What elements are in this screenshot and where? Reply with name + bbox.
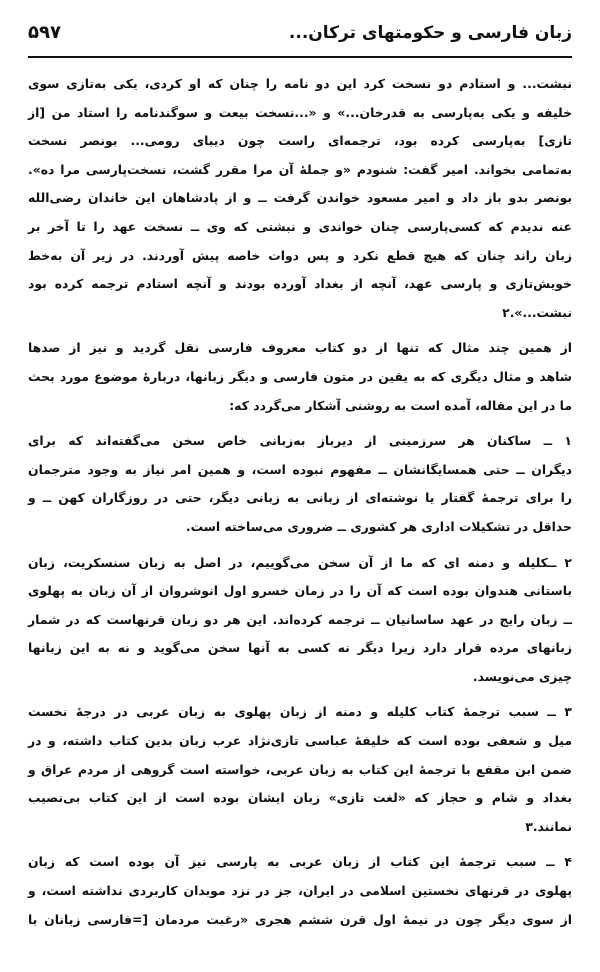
paragraph-point-2 <box>28 549 572 692</box>
text-line: باستانی هندوان بوده است که آن را در زمان خسرو اول انوشروان از آن زبان به پهلوی <box>28 583 572 599</box>
text-line: ما در این مقاله، آمده است به روشنی آشکار می‌گردد که: <box>229 397 572 413</box>
text-line: بغداد و شام و حجاز که «لغت تازی» زبان ایشان بوده است از این کتاب بی‌نصیب <box>28 790 572 806</box>
text-line: حداقل در تشکیلات اداری هر کشوری ــ ضروری می‌ساخته است. <box>185 518 572 534</box>
text-line: بونصر بدو باز داد و امیر مسعود خواندن گرفت ــ و از پادشاهان این خاندان رضی‌الله <box>28 190 572 206</box>
text-line: ۲ ــکلیله و دمنه ای که ما از آن سخن می‌گوییم، در اصل به زبان سنسکریت، زبان <box>28 554 572 570</box>
text-line: میل و شعفی بوده است که خلیفهٔ عباسی تازی‌نژاد عرب زبان بدین کتاب داشته، و در <box>28 733 572 749</box>
paragraph-point-1 <box>28 427 572 541</box>
text-line: ۳ ــ سبب ترجمهٔ کتاب کلیله و دمنه از زبان پهلوی به زبان عربی در درجهٔ نخست <box>28 704 572 720</box>
paragraph-intro <box>28 334 572 420</box>
paragraph-point-3 <box>28 698 572 841</box>
text-line: خلیفه و یکی به‌پارسی به قدرخان...» و «...نسخت بیعت و سوگندنامه را استاد من [از <box>28 104 572 120</box>
text-line: ضمن ابن مقفع با ترجمهٔ این کتاب به زبان عربی، خواسته است گروهی از مردم عراق و <box>28 761 572 777</box>
text-line: ۱ ــ ساکنان هر سرزمینی از دیرباز به‌زبانی خاص سخن می‌گفته‌اند که برای <box>28 433 572 449</box>
text-line: نبشت... و استادم دو نسخت کرد این دو نامه را چنان که او کردی، یکی به‌تازی سوی <box>28 76 572 91</box>
text-line: خویش‌تازی و پارسی عهد، آنچه از بغداد آورده بودند و آنچه استادم ترجمه کرده بود <box>28 276 572 292</box>
text-line: شاهد و مثال دیگری که به یقین در متون فارسی و دیگر زبانها، دربارهٔ موضوع مورد بحث <box>28 368 572 384</box>
paragraph-point-4 <box>28 848 572 934</box>
text-line: به‌تمامی بخواند. امیر گفت: شنودم «و جملهٔ آن مرا مقرر گشت، نسخت‌پارسی مرا ده». <box>28 161 572 177</box>
text-line: زبانهای مرده قرار دارد زیرا دیگر نه کسی به آنها سخن می‌گوید و نه به این زبانها <box>28 640 572 656</box>
text-line: ــ زبان رایج در عهد ساسانیان ــ ترجمه کرده‌اند. این هر دو زبان قرنهاست که در شمار <box>28 611 572 627</box>
text-line: نمانند.۳ <box>525 818 572 834</box>
paragraph-quotation <box>28 70 572 327</box>
text-line: از سوی دیگر چون در نیمهٔ اول قرن ششم هجری «رغبت مردمان [=فارسی زبانان با <box>28 911 572 927</box>
text-line: از همین چند مثال که تنها از دو کتاب معروف فارسی نقل گردید و نیز از صدها <box>28 340 572 356</box>
page-number: ۵۹۷ <box>28 22 61 43</box>
text-line: را برای ترجمهٔ گفتار یا نوشته‌ای از زبانی به زبانی دیگر، حتی در روزگاران کهن ــ و <box>28 490 572 506</box>
text-line: نبشت...».۲ <box>502 304 572 320</box>
text-line: پهلوی در قرنهای نخستین اسلامی در ایران، جز در نزد موبدان کاربردی نداشته است، و <box>28 883 572 899</box>
text-line: دیگران ــ حتی همسایگانشان ــ مفهوم نبوده است، و همین امر نیاز به وجود مترجمان <box>28 461 572 477</box>
text-line: ۴ ــ سبب ترجمهٔ این کتاب از زبان عربی به پارسی نیز آن بوده است که زبان <box>28 854 572 870</box>
text-line: عنه ندیدم که کسی‌پارسی چنان خواندی و نبشتی که وی ــ نسخت عهد را تا آخر بر <box>28 218 572 234</box>
running-title: زبان فارسی و حکومتهای ترکان... <box>288 23 572 43</box>
text-line: تازی] به‌پارسی کرده بود، ترجمه‌ای راست چون دیبای رومی... بونصر نسخت <box>28 133 572 149</box>
running-header <box>28 22 572 58</box>
text-line: چیزی می‌نویسد. <box>472 668 572 684</box>
text-line: زبان راند چنان که هیچ قطع نکرد و پس دوات خاصه پیش آوردند. در زیر آن به‌خط <box>28 247 572 263</box>
